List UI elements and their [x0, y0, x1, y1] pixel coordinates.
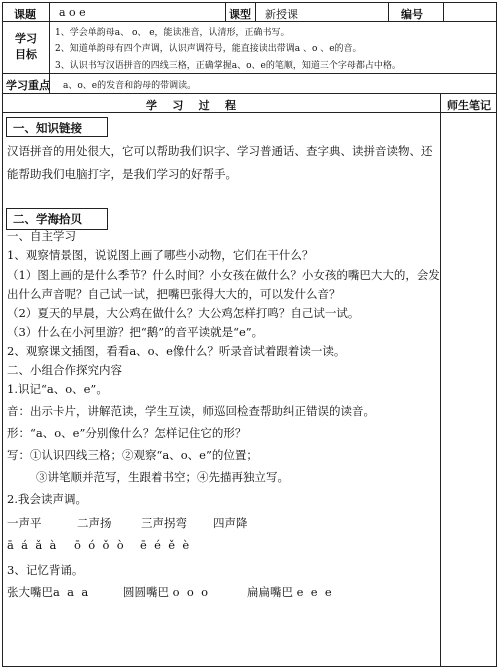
- key-points-label: 学习重点: [6, 79, 50, 92]
- process-title: 学 习 过 程: [146, 99, 236, 112]
- group-study-heading: 二、小组合作探究内容: [7, 363, 122, 377]
- col-divider: [388, 3, 389, 21]
- objective-item: 2、知道单韵母有四个声调，认识声调符号，能直接读出带调a 、o 、e的音。: [55, 44, 362, 54]
- section2-text-line: （3）什么在小河里游？把“鹅”的音平读就是“e”。: [7, 325, 264, 339]
- section2-title: 二、学海拾贝: [13, 212, 82, 226]
- self-study-heading: 一、自主学习: [7, 229, 76, 243]
- topic-label: 课题: [14, 8, 36, 21]
- section1-text-line: 能帮助我们电脑打字，是我们学习的好帮手。: [7, 167, 237, 181]
- section2-text-line: 2、观察课文插图，看看a、o、e像什么？听录音试着跟着读一读。: [7, 344, 346, 358]
- row-divider: [3, 93, 496, 94]
- col-divider: [225, 3, 226, 21]
- topic-value: a o e: [59, 6, 86, 19]
- section2-text-line: （1）图上画的是什么季节？什么时间？小女孩在做什么？小女孩的嘴巴大大的，会发: [7, 268, 440, 282]
- notes-col-divider: [440, 93, 441, 666]
- section-heading-box: [6, 208, 108, 230]
- tone-group: ō ó ǒ ò: [74, 538, 124, 552]
- objective-item: 1、学会单韵母a、 o、 e，能读准音，认清形，正确书写。: [55, 28, 290, 38]
- col-divider: [443, 3, 444, 21]
- tone-name: 二声扬: [77, 516, 112, 530]
- tone-name: 三声拐弯: [141, 516, 187, 530]
- objective-item: 3、认识书写汉语拼音的四线三格，正确掌握a、o、e的笔顺，知道三个字母都占中格。: [55, 61, 401, 71]
- type-label: 课型: [229, 8, 251, 21]
- section2-text-line: ③讲笔顺并范写，生跟着书空；④先描再独立写。: [36, 470, 289, 484]
- objectives-label-line1: 学习: [15, 32, 37, 45]
- section1-title: 一、知识链接: [13, 121, 82, 135]
- col-divider: [255, 3, 256, 21]
- recite-title: 3、记忆背诵。: [7, 563, 84, 577]
- section2-text-line: 1、观察情景图，说说图上画了哪些小动物，它们在干什么？: [7, 248, 314, 262]
- notes-title: 师生笔记: [447, 99, 491, 112]
- recite-item: 张大嘴巴a a a: [7, 585, 89, 599]
- section2-text-line: 音：出示卡片，讲解范读，学生互读，师巡回检查帮助纠正错误的读音。: [7, 404, 375, 418]
- tone-group: ā á ǎ à: [7, 538, 57, 552]
- lesson-plan-sheet: [2, 2, 497, 667]
- section-heading-box: [6, 117, 108, 137]
- section2-text-line: 2.我会读声调。: [7, 492, 87, 506]
- section2-text-line: 1.识记“a、o、e”。: [7, 382, 108, 396]
- tone-name: 一声平: [7, 516, 42, 530]
- objectives-label-line2: 目标: [15, 48, 37, 61]
- row-divider: [3, 112, 496, 113]
- section2-text-line: 写：①认识四线三格；②观察“a、o、e”的位置；: [7, 448, 258, 462]
- section2-text-line: 出什么声音呢？自己试一试，把嘴巴张得大大的，可以发什么音？: [7, 287, 341, 301]
- section2-text-line: （2）夏天的早晨，大公鸡在做什么？大公鸡怎样打鸣？自己试一试。: [7, 306, 360, 320]
- recite-item: 圆圆嘴巴 o o o: [123, 585, 209, 599]
- section2-text-line: 形：“a、o、e”分别像什么？怎样记住它的形？: [7, 426, 247, 440]
- key-points-value: a、o、e的发音和韵母的带调读。: [63, 81, 197, 91]
- tone-group: ē é ě è: [140, 538, 190, 552]
- row-divider: [3, 73, 496, 74]
- recite-item: 扁扁嘴巴 e e e: [247, 585, 332, 599]
- section1-text-line: 汉语拼音的用处很大，它可以帮助我们识字、学习普通话、查字典、读拼音读物、还: [7, 144, 433, 158]
- tone-name: 四声降: [213, 516, 248, 530]
- type-value: 新授课: [265, 8, 298, 21]
- number-label: 编号: [401, 8, 423, 21]
